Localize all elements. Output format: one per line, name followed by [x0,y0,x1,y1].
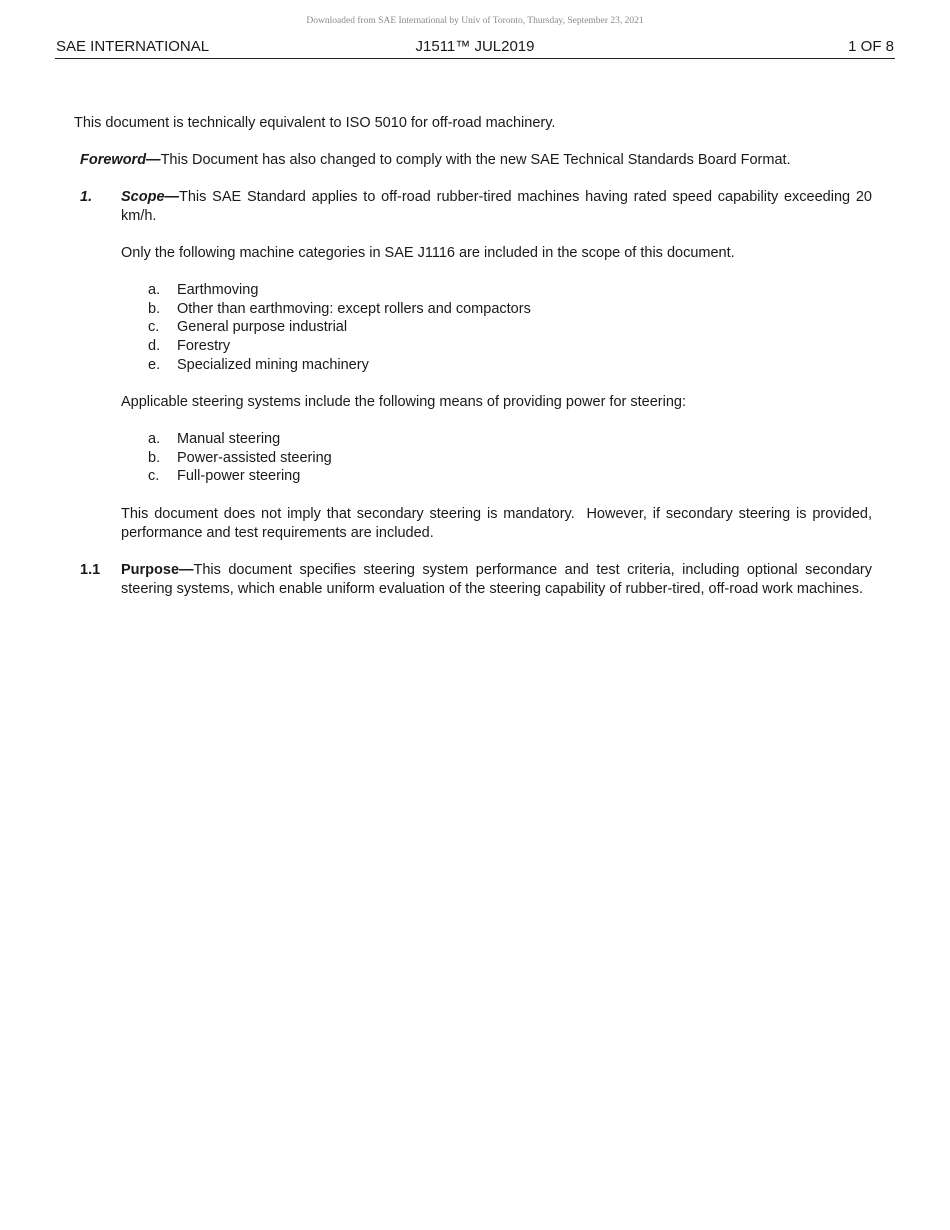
list-marker: b. [148,449,161,466]
list-item [148,467,332,486]
list-marker: a. [148,431,161,447]
scope-paragraph [121,188,872,225]
list-item [148,318,531,337]
page-header [55,38,895,59]
list-item-text: Other than earthmoving: except rollers and compactors [177,300,531,317]
scope-text: This SAE Standard applies to off-road rubber-tired machines having rated speed capability exceeding 20 km/h. [121,189,872,224]
intro-paragraph: This document is technically equivalent to ISO 5010 for off-road machinery. [74,115,556,131]
list-item [148,356,531,375]
document-id: J1511™ JUL2019 [415,38,535,55]
section-1-1-number: 1.1 [80,562,101,578]
list-marker: b. [148,300,161,317]
list-item-text: Specialized mining machinery [177,356,369,373]
list-marker: d. [148,338,161,355]
list-item [148,337,531,356]
purpose-label: Purpose— [121,562,194,578]
list-item-text: General purpose industrial [177,319,348,336]
scope-label: Scope— [121,189,180,205]
list-marker: c. [148,319,160,336]
list-item [148,430,332,449]
foreword-paragraph [80,151,880,170]
list-item [148,281,531,300]
list-item-text: Full-power steering [177,468,301,485]
section-1-number: 1. [80,189,93,205]
list-item-text: Earthmoving [177,282,259,298]
purpose-text: This document specifies steering system performance and test criteria, including optional secondary steering systems, which enable uniform evaluation of the steering capability of rubber-tired, off-road work machines. [121,562,872,597]
purpose-paragraph [121,561,872,598]
categories-intro: Only the following machine categories in SAE J1116 are included in the scope of this document. [121,245,735,261]
machine-category-list [148,281,531,375]
page-number: 1 OF 8 [848,38,894,55]
secondary-steering-paragraph: This document does not imply that secondary steering is mandatory. However, if secondary steering is provided, performance and test requirements are included. [121,506,877,541]
list-item-text: Power-assisted steering [177,449,332,466]
list-item-text: Forestry [177,338,231,355]
steering-intro: Applicable steering systems include the following means of providing power for steering: [121,394,686,410]
publisher-name: SAE INTERNATIONAL [56,38,210,55]
download-watermark: Downloaded from SAE International by Univ of Toronto, Thursday, September 23, 2021 [306,16,644,26]
list-item [148,300,531,319]
list-marker: e. [148,356,161,373]
list-marker: c. [148,468,160,485]
foreword-text: This Document has also changed to comply with the new SAE Technical Standards Board Format. [160,152,791,168]
steering-system-list [148,430,332,486]
list-item [148,449,332,468]
list-marker: a. [148,282,161,298]
list-item-text: Manual steering [177,431,281,447]
foreword-label: Foreword— [80,152,161,168]
